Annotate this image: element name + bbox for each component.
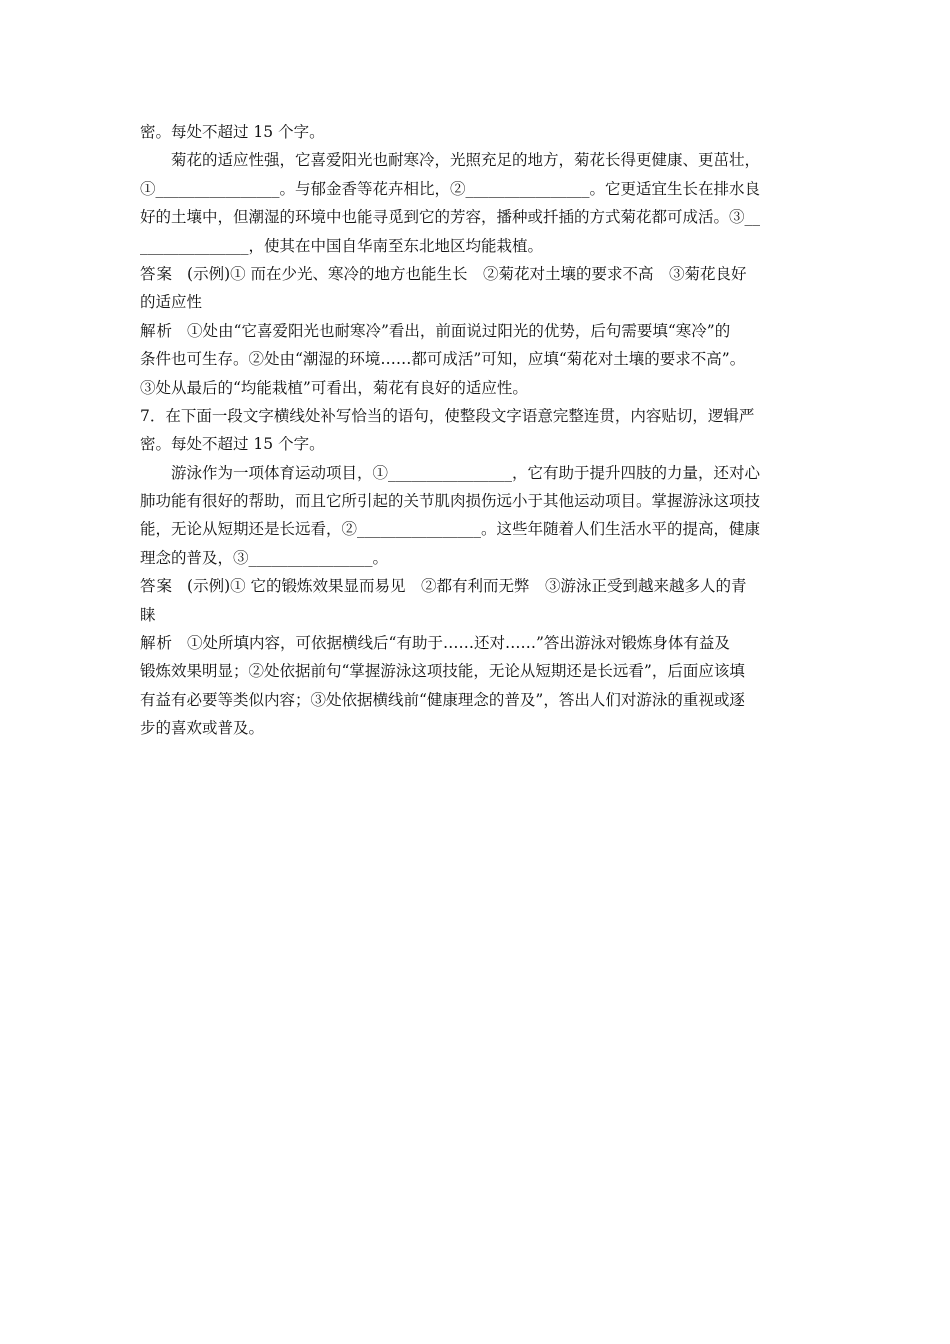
passage-line: 菊花的适应性强，它喜爱阳光也耐寒冷，光照充足的地方，菊花长得更健康、更茁壮， bbox=[171, 151, 761, 170]
passage-line: 游泳作为一项体育运动项目，①________________，它有助于提升四肢的力量，还对心 bbox=[171, 463, 761, 482]
passage-line: 理念的普及，③________________。 bbox=[140, 548, 389, 567]
document-page bbox=[140, 118, 820, 743]
analysis-text: 步的喜欢或普及。 bbox=[140, 719, 265, 738]
analysis-label: 解析 bbox=[140, 321, 174, 340]
q6-analysis bbox=[140, 317, 820, 402]
passage-line: 能，无论从短期还是长远看，②________________。这些年随着人们生活水平的提高，健康 bbox=[140, 520, 761, 539]
q6-passage bbox=[140, 146, 820, 260]
passage-line: ______________，使其在中国自华南至东北地区均能栽植。 bbox=[140, 236, 544, 255]
answer-label: 答案 bbox=[140, 577, 174, 596]
q7-analysis bbox=[140, 629, 820, 743]
question-text: 密。每处不超过 15 个字。 bbox=[140, 435, 325, 454]
q7-passage bbox=[140, 459, 820, 573]
passage-line: ①________________。与郁金香等花卉相比，②________________。它更适宜生长在排水良 bbox=[140, 179, 761, 198]
answer-text: 的适应性 bbox=[140, 293, 203, 312]
passage-line: 好的土壤中，但潮湿的环境中也能寻觅到它的芳容，播种或扦插的方式菊花都可成活。③__ bbox=[140, 208, 761, 227]
analysis-label: 解析 bbox=[140, 634, 174, 653]
answer-text: 睐 bbox=[140, 605, 156, 624]
answer-label: 答案 bbox=[140, 264, 174, 283]
analysis-text: 有益有必要等类似内容；③处依据横线前“健康理念的普及”，答出人们对游泳的重视或逐 bbox=[140, 690, 745, 709]
q6-answer bbox=[140, 260, 820, 317]
q7-question bbox=[140, 402, 820, 459]
passage-line: 肺功能有很好的帮助，而且它所引起的关节肌肉损伤远小于其他运动项目。掌握游泳这项技 bbox=[140, 492, 761, 511]
q6-instruction-tail: 密。每处不超过 15 个字。 bbox=[140, 123, 325, 141]
analysis-text: ①处所填内容，可依据横线后“有助于……还对……”答出游泳对锻炼身体有益及 bbox=[187, 634, 730, 653]
q7-answer bbox=[140, 572, 820, 629]
analysis-text: ③处从最后的“均能栽植”可看出，菊花有良好的适应性。 bbox=[140, 378, 528, 397]
analysis-text: 条件也可生存。②处由“潮湿的环境……都可成活”可知，应填“菊花对土壤的要求不高”。 bbox=[140, 350, 746, 369]
answer-text: (示例)① 而在少光、寒冷的地方也能生长 ②菊花对土壤的要求不高 ③菊花良好 bbox=[187, 264, 747, 283]
analysis-text: ①处由“它喜爱阳光也耐寒冷”看出，前面说过阳光的优势，后句需要填“寒冷”的 bbox=[187, 321, 731, 340]
answer-text: (示例)① 它的锻炼效果显而易见 ②都有利而无弊 ③游泳正受到越来越多人的青 bbox=[187, 577, 747, 596]
question-text: 7．在下面一段文字横线处补写恰当的语句，使整段文字语意完整连贯，内容贴切，逻辑严 bbox=[140, 406, 755, 425]
analysis-text: 锻炼效果明显；②处依据前句“掌握游泳这项技能，无论从短期还是长远看”，后面应该填 bbox=[140, 662, 745, 681]
